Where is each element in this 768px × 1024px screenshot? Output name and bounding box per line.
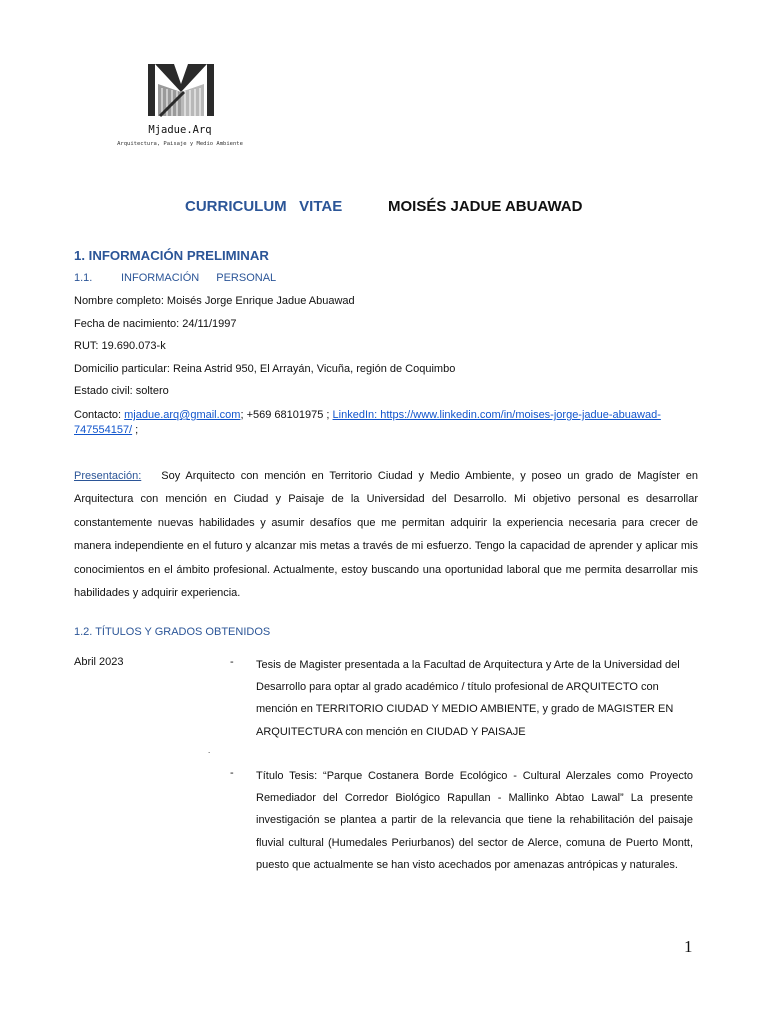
list-bullet: - bbox=[230, 767, 234, 779]
birth-date-line: Fecha de nacimiento: 24/11/1997 bbox=[74, 318, 237, 330]
stray-dot: . bbox=[208, 746, 211, 755]
list-item-thesis-title: Título Tesis: “Parque Costanera Borde Ecológico - Cultural Alerzales como Proyecto Remediador del Corredor Biológico Rapullan - Mallinko Abtao Lawal” La presente investigación se plantea a partir de la relevancia que tiene la rehabilitación del paisaje fluvial cultural (Humedales Periurbanos) del sector de Alerce, comuna de Puerto Montt, puesto que actualmente se han visto acechados por amenazas antrópicas y naturales. bbox=[256, 770, 693, 871]
logo-icon bbox=[146, 62, 216, 118]
cv-title: CURRICULUM VITAE bbox=[185, 198, 343, 215]
section-heading-titulos: 1.2. TÍTULOS Y GRADOS OBTENIDOS bbox=[74, 626, 271, 638]
email-link[interactable]: mjadue.arq@gmail.com bbox=[124, 409, 241, 421]
brand-name: Mjadue.Arq bbox=[148, 124, 212, 136]
brand-tagline: Arquitectura, Paisaje y Medio Ambiente bbox=[117, 141, 243, 147]
civil-status-line: Estado civil: soltero bbox=[74, 385, 169, 397]
subsection-heading-personal bbox=[74, 272, 276, 284]
contact-end: ; bbox=[132, 424, 139, 436]
subsection-word: INFORMACIÓN bbox=[121, 272, 200, 284]
list-item-thesis: Tesis de Magister presentada a la Facultad de Arquitectura y Arte de la Universidad del Desarrollo para optar al grado académico / título profesional de ARQUITECTO con mención en TERRITORIO CIUDAD Y MEDIO AMBIENTE, y grado de MAGISTER EN ARQUITECTURA con mención en CIUDAD Y PAISAJE bbox=[256, 659, 680, 738]
linkedin-link[interactable]: LinkedIn: https://www.linkedin.com/in/moises-jorge-jadue-abuawad-747554157/ bbox=[74, 409, 661, 436]
subsection-word: PERSONAL bbox=[216, 272, 277, 284]
contact-line bbox=[74, 408, 694, 438]
phone-text: ; +569 68101975 ; bbox=[240, 409, 333, 421]
address-line: Domicilio particular: Reina Astrid 950, El Arrayán, Vicuña, región de Coquimbo bbox=[74, 363, 456, 375]
page-number: 1 bbox=[684, 937, 693, 956]
contact-label: Contacto: bbox=[74, 409, 125, 421]
presentation-label: Presentación: bbox=[74, 470, 142, 482]
presentation-text: Soy Arquitecto con mención en Territorio Ciudad y Medio Ambiente, y poseo un grado de Magíster en Arquitectura con mención en Ciudad y Paisaje de la Universidad del Desarrollo. Mi objetivo personal es desarrollar constantemente nuevas habilidades y asumir desafíos que me permitan adquirir la experiencia necesaria para crecer de manera independiente en el futuro y alcanzar mis metas a través de mi esfuerzo. Tengo la capacidad de aprender y aplicar mis conocimientos en el ámbito profesional. Actualmente, estoy buscando una oportunidad laboral que me permita desarrollar mis habilidades y adquirir experiencia. bbox=[74, 470, 698, 600]
person-name: MOISÉS JADUE ABUAWAD bbox=[388, 198, 583, 215]
list-bullet: - bbox=[230, 656, 234, 668]
full-name-line: Nombre completo: Moisés Jorge Enrique Jadue Abuawad bbox=[74, 295, 355, 307]
entry-date: Abril 2023 bbox=[74, 656, 124, 668]
presentation-paragraph bbox=[74, 465, 698, 605]
rut-line: RUT: 19.690.073-k bbox=[74, 340, 166, 352]
subsection-number: 1.1. bbox=[74, 272, 93, 284]
section-heading-preliminar: 1. INFORMACIÓN PRELIMINAR bbox=[74, 248, 269, 263]
